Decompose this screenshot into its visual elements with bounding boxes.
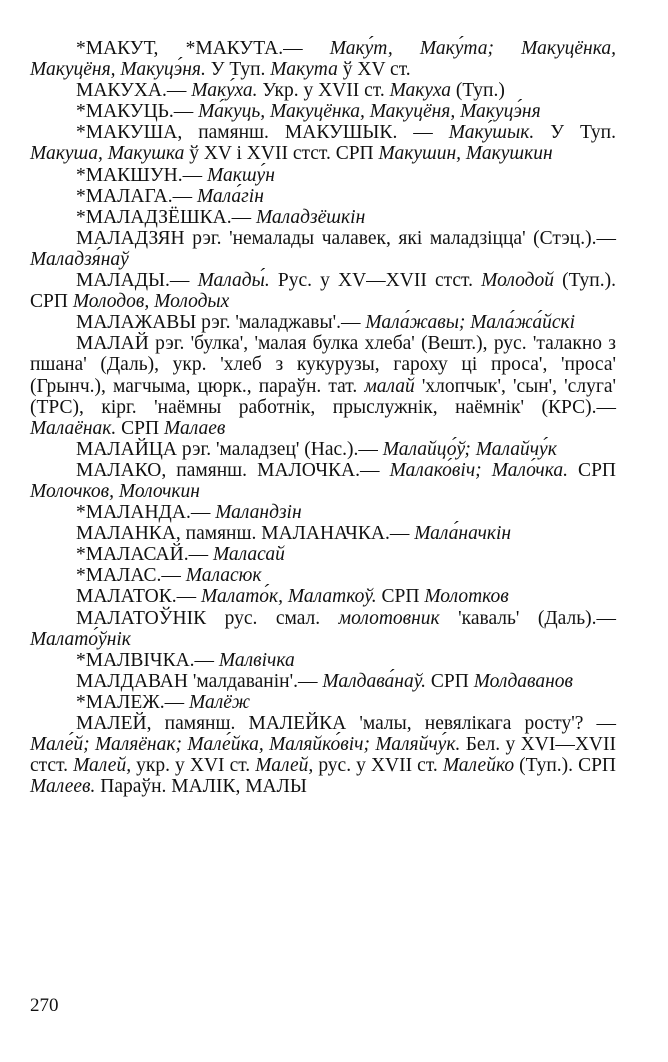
dictionary-entry <box>30 439 616 460</box>
entry-italic-text: Маласай <box>212 544 285 566</box>
entry-italic-text: Маладзя́наў <box>30 248 129 270</box>
entry-text: МАЛАЙЦА рэг. 'маладзец' (Нас.).— <box>76 438 383 460</box>
dictionary-entry <box>30 692 616 713</box>
dictionary-entry <box>30 38 616 80</box>
entry-text: (Туп.). СРП <box>30 270 616 313</box>
entry-text: *МАЛАС.— <box>76 565 186 587</box>
entry-italic-text: Мале́й; Маляёнак; Мале́йка, Маляйко́віч; Маляйчу́к. <box>30 734 461 756</box>
entry-text: СРП <box>426 670 474 692</box>
entry-italic-text: Малеев. <box>30 776 96 798</box>
dictionary-entry <box>30 460 616 502</box>
entry-text: ў XV і XVII стст. СРП <box>184 143 379 165</box>
entry-text: СРП <box>116 417 164 439</box>
entry-text: МАЛДАВАН 'малдаванін'.— <box>76 670 323 692</box>
entry-italic-text: Малато́ўнік <box>30 628 131 650</box>
entry-italic-text: Маку́шык. <box>448 122 535 144</box>
entry-text: МАЛАЖАВЫ рэг. 'маладжавы'.— <box>76 312 366 334</box>
entry-italic-text: Макушин, Макушкин <box>378 143 553 165</box>
dictionary-entry <box>30 165 616 186</box>
entry-italic-text: Мала́жавы; Мала́жа́йскі <box>365 312 576 334</box>
entry-text: *МАЛАСАЙ.— <box>76 544 213 566</box>
dictionary-entry <box>30 608 616 650</box>
entry-text: *МАКУТ, *МАКУТА.— <box>76 38 330 59</box>
dictionary-entry <box>30 270 616 312</box>
entry-italic-text: Ма́куць, Макуцёнка, Макуцёня, Макуцэ́ня <box>198 101 541 123</box>
dictionary-entry <box>30 312 616 333</box>
entry-text: *МАЛЕЖ.— <box>76 691 190 713</box>
dictionary-entry <box>30 544 616 565</box>
entry-text: СРП <box>376 586 425 608</box>
entry-italic-text: Макуша, Макушка <box>30 143 185 165</box>
entry-italic-text: Мала́начкін <box>414 523 512 545</box>
dictionary-entry <box>30 671 616 692</box>
entry-text: укр. у XVI ст. <box>131 755 256 777</box>
entry-italic-text: Мала́гін <box>196 185 264 207</box>
entry-italic-text: Маку́ха. <box>191 80 258 102</box>
dictionary-entry <box>30 650 616 671</box>
entry-text: МАЛАТОК.— <box>76 586 202 608</box>
entry-italic-text: Молочков, Молочкин <box>30 480 200 502</box>
entry-text: *МАКУЦЬ.— <box>76 101 199 123</box>
entry-italic-text: Молдаванов <box>473 670 574 692</box>
entry-italic-text: малай <box>364 375 415 397</box>
entry-italic-text: Малвічка <box>218 649 295 671</box>
entry-text: *МАЛАНДА.— <box>76 502 216 524</box>
entry-italic-text: Макута <box>270 59 338 81</box>
dictionary-entry <box>30 333 616 438</box>
entry-italic-text: Молодов, Молодых <box>72 291 230 313</box>
entry-text: (Туп.). СРП <box>514 755 617 777</box>
entry-text: Бел. у XVI—XVII стст. <box>30 734 616 777</box>
entry-italic-text: Малей, <box>73 755 132 777</box>
entry-text: Рус. у XV—XVII стст. <box>269 270 482 292</box>
entry-text: *МАЛВІЧКА.— <box>76 649 219 671</box>
entry-text: (Туп.) <box>450 80 505 102</box>
entry-italic-text: Малато́к, Малаткоў. <box>201 586 377 608</box>
entry-text: Укр. у XVII ст. <box>257 80 390 102</box>
entry-italic-text: Маладзёшкін <box>255 206 366 228</box>
dictionary-entry <box>30 186 616 207</box>
entry-text: 'каваль' (Даль).— <box>439 607 616 629</box>
entry-italic-text: Малёж <box>189 691 251 713</box>
entry-text: *МАКУША, памянш. МАКУШЫК. — <box>76 122 449 144</box>
dictionary-entry <box>30 713 616 797</box>
entry-italic-text: Малейко <box>442 755 515 777</box>
entry-text: МАКУХА.— <box>76 80 192 102</box>
entry-italic-text: Макуха <box>389 80 451 102</box>
entry-text: МАЛЕЙ, памянш. МАЛЕЙКА 'малы, невялікага росту'? — <box>76 713 616 734</box>
entry-italic-text: Молодой <box>481 270 554 292</box>
entry-italic-text: Малако́віч; Мало́чка. <box>389 459 568 481</box>
entry-text: У Туп. <box>534 122 616 144</box>
entry-text: ў XV ст. <box>337 59 411 81</box>
entry-text: МАЛАЙ рэг. 'булка', 'малая булка хлеба' (Вешт.), рус. 'талакно з пшана' (Даль), укр. 'хлеб з кукурузы, гароху ці проса', 'проса' (Грынч.), магчыма, цюрк., параўн. тат. <box>30 333 616 397</box>
entry-italic-text: молотовник <box>338 607 440 629</box>
dictionary-entry <box>30 80 616 101</box>
entry-text: рус. у XVII ст. <box>313 755 443 777</box>
dictionary-entry <box>30 122 616 164</box>
dictionary-entry <box>30 101 616 122</box>
entry-text: Параўн. МАЛІК, МАЛЫ <box>95 776 307 798</box>
entry-text: *МАЛАДЗЁШКА.— <box>76 206 256 228</box>
entry-italic-text: Малдава́наў. <box>322 670 427 692</box>
entry-text: У Туп. <box>205 59 271 81</box>
entry-text: МАЛАТОЎНІК рус. смал. <box>76 607 339 629</box>
dictionary-entry <box>30 565 616 586</box>
entry-text: МАЛАКО, памянш. МАЛОЧКА.— <box>76 459 390 481</box>
entry-text: *МАЛАГА.— <box>76 185 197 207</box>
entry-italic-text: Молотков <box>424 586 509 608</box>
entry-italic-text: Маласюк <box>185 565 262 587</box>
entry-italic-text: Малаев <box>163 417 226 439</box>
entry-text: МАЛАДЗЯН рэг. 'немалады чалавек, які маладзіцца' (Стэц.).— <box>76 227 616 249</box>
entry-text: 'хлопчык', 'сын', 'слуга' (ТРС), кірг. 'наёмны работнік, прыслужнік, наёмнік' (КРС).— <box>30 375 616 418</box>
page-number: 270 <box>30 995 59 1016</box>
entry-italic-text: Малей, <box>255 755 314 777</box>
entry-italic-text: Макшу́н <box>207 164 275 186</box>
entry-list <box>30 38 616 797</box>
dictionary-entry <box>30 502 616 523</box>
dictionary-entry <box>30 586 616 607</box>
entry-italic-text: Малаёнак. <box>30 417 117 439</box>
entry-italic-text: Маландзін <box>215 502 302 524</box>
entry-italic-text: Малайцо́ў; Малайчу́к <box>382 438 557 460</box>
dictionary-page <box>30 38 616 797</box>
dictionary-entry <box>30 207 616 228</box>
entry-italic-text: Маку́т, Маку́та; Макуцёнка, Макуцёня, Макуцэ́ня. <box>30 38 616 81</box>
entry-text: МАЛАНКА, памянш. МАЛАНАЧКА.— <box>76 523 415 545</box>
entry-italic-text: Малады́. <box>197 270 270 292</box>
dictionary-entry <box>30 523 616 544</box>
entry-text: СРП <box>567 459 616 481</box>
entry-text: МАЛАДЫ.— <box>76 270 198 292</box>
entry-text: *МАКШУН.— <box>76 164 207 186</box>
dictionary-entry <box>30 228 616 270</box>
